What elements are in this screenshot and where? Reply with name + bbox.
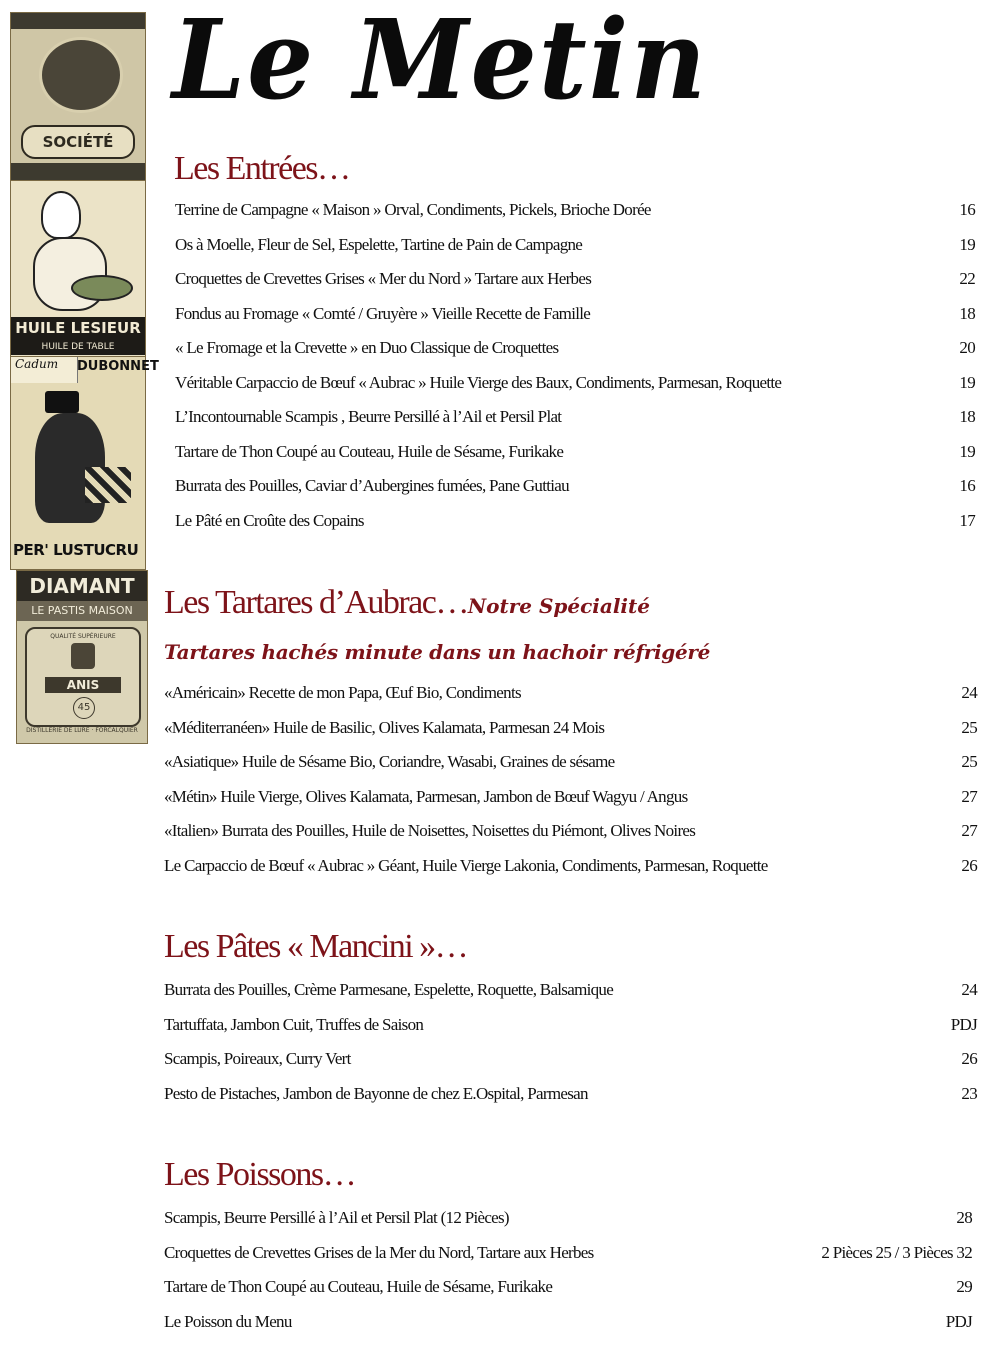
menu-item-row xyxy=(164,787,977,821)
pastis-label: LE PASTIS MAISON xyxy=(17,601,147,621)
societe-poster xyxy=(10,12,146,182)
section-heading-poissons: Les Poissons… xyxy=(164,1156,356,1193)
menu-item-price: 16 xyxy=(959,476,975,495)
menu-item-row xyxy=(164,1084,977,1118)
menu-item-price: 27 xyxy=(961,786,977,806)
tartares-subheading: Tartares hachés minute dans un hachoir réfrigéré xyxy=(164,640,711,664)
menu-item-price: 18 xyxy=(959,303,975,323)
lustucru-label: PER' LUSTUCRU xyxy=(13,541,139,559)
menu-item-name: Tartuffata, Jambon Cuit, Truffes de Saison xyxy=(164,1014,424,1034)
menu-item-price: 18 xyxy=(959,407,975,426)
menu-item-row xyxy=(164,856,977,890)
menu-item-row xyxy=(175,304,975,338)
societe-label: SOCIÉTÉ xyxy=(21,125,135,159)
menu-item-row xyxy=(164,1049,977,1083)
menu-item-name: Scampis, Beurre Persillé à l’Ail et Persil Plat (12 Pièces) xyxy=(164,1208,509,1227)
menu-item-price: 27 xyxy=(961,821,977,840)
lesieur-sublabel: HUILE DE TABLE xyxy=(11,339,145,355)
menu-item-row xyxy=(164,752,977,786)
menu-item-price: 26 xyxy=(961,1049,977,1068)
menu-item-price: 19 xyxy=(959,441,975,461)
menu-item-price: PDJ xyxy=(945,1311,972,1331)
menu-item-price: PDJ xyxy=(950,1014,977,1034)
menu-item-row xyxy=(175,442,975,476)
menu-item-row xyxy=(164,1277,972,1311)
menu-item-row xyxy=(175,511,975,545)
menu-item-name: Terrine de Campagne « Maison » Orval, Condiments, Pickels, Brioche Dorée xyxy=(175,200,651,219)
menu-item-row xyxy=(175,200,975,234)
anis-label: ANIS xyxy=(45,677,121,693)
menu-item-name: «Italien» Burrata des Pouilles, Huile de Noisettes, Noisettes du Piémont, Olives Noires xyxy=(164,821,696,840)
menu-item-price: 17 xyxy=(959,510,975,530)
menu-item-row xyxy=(175,407,975,441)
crest-icon xyxy=(71,643,95,669)
diamant-poster xyxy=(16,570,148,744)
menu-item-row xyxy=(164,718,977,752)
menu-item-name: Tartare de Thon Coupé au Couteau, Huile de Sésame, Furikake xyxy=(164,1277,553,1296)
diamant-label: DIAMANT xyxy=(17,571,147,601)
menu-item-name: « Le Fromage et la Crevette » en Duo Classique de Croquettes xyxy=(175,338,559,357)
lesieur-label: HUILE LESIEUR xyxy=(11,317,145,339)
menu-item-price: 19 xyxy=(959,234,975,254)
menu-item-price: 26 xyxy=(961,855,977,875)
menu-item-row xyxy=(175,373,975,407)
menu-item-name: Croquettes de Crevettes Grises de la Mer du Nord, Tartare aux Herbes xyxy=(164,1242,594,1262)
menu-item-price: 16 xyxy=(959,200,975,219)
section-heading-pates: Les Pâtes « Mancini »… xyxy=(164,928,468,965)
menu-item-price: 23 xyxy=(961,1083,977,1103)
menu-item-row xyxy=(164,683,977,717)
anis-label-frame xyxy=(25,627,141,727)
menu-item-name: Scampis, Poireaux, Curry Vert xyxy=(164,1049,351,1068)
menu-item-name: «Métin» Huile Vierge, Olives Kalamata, Parmesan, Jambon de Bœuf Wagyu / Angus xyxy=(164,786,688,806)
menu-item-name: Le Poisson du Menu xyxy=(164,1311,292,1331)
menu-item-price: 20 xyxy=(959,338,975,357)
menu-item-row xyxy=(175,338,975,372)
menu-item-name: «Américain» Recette de mon Papa, Œuf Bio, Condiments xyxy=(164,683,521,702)
menu-item-name: «Asiatique» Huile de Sésame Bio, Coriandre, Wasabi, Graines de sésame xyxy=(164,752,615,771)
menu-item-row xyxy=(164,1243,972,1277)
menu-item-price: 19 xyxy=(959,372,975,392)
menu-item-name: L’Incontournable Scampis , Beurre Persillé à l’Ail et Persil Plat xyxy=(175,407,562,426)
menu-item-price: 29 xyxy=(956,1277,972,1296)
menu-item-price: 2 Pièces 25 / 3 Pièces 32 xyxy=(821,1242,972,1262)
menu-item-name: Croquettes de Crevettes Grises « Mer du Nord » Tartare aux Herbes xyxy=(175,269,592,288)
menu-item-row xyxy=(164,1312,972,1346)
cadum-label: Cadum xyxy=(11,357,78,383)
menu-item-row xyxy=(164,1208,972,1242)
menu-item-name: Os à Moelle, Fleur de Sel, Espelette, Tartine de Pain de Campagne xyxy=(175,234,583,254)
menu-item-name: Véritable Carpaccio de Bœuf « Aubrac » Huile Vierge des Baux, Condiments, Parmesan, Roquette xyxy=(175,372,782,392)
chef-figure xyxy=(41,191,81,239)
restaurant-title: Le Metin xyxy=(172,0,708,125)
menu-item-name: Le Carpaccio de Bœuf « Aubrac » Géant, Huile Vierge Lakonia, Condiments, Parmesan, Roquette xyxy=(164,855,768,875)
menu-item-name: Pesto de Pistaches, Jambon de Bayonne de chez E.Ospital, Parmesan xyxy=(164,1083,588,1103)
menu-item-price: 25 xyxy=(961,717,977,737)
menu-item-name: «Méditerranéen» Huile de Basilic, Olives Kalamata, Parmesan 24 Mois xyxy=(164,717,605,737)
checkered-pattern xyxy=(85,467,131,503)
cheese-plate-image xyxy=(39,37,123,113)
menu-item-price: 25 xyxy=(961,752,977,771)
menu-item-name: Burrata des Pouilles, Crème Parmesane, Espelette, Roquette, Balsamique xyxy=(164,980,614,999)
menu-item-row xyxy=(164,1015,977,1049)
salad-bowl-image xyxy=(71,275,133,301)
menu-item-row xyxy=(175,269,975,303)
lesieur-poster xyxy=(10,180,146,358)
menu-item-row xyxy=(164,821,977,855)
menu-item-row xyxy=(164,980,977,1014)
menu-item-name: Le Pâté en Croûte des Copains xyxy=(175,510,364,530)
menu-item-price: 24 xyxy=(961,980,977,999)
lustucru-poster xyxy=(10,356,159,570)
menu-item-name: Burrata des Pouilles, Caviar d’Aubergines fumées, Pane Guttiau xyxy=(175,476,569,495)
menu-item-name: Fondus au Fromage « Comté / Gruyère » Vieille Recette de Famille xyxy=(175,303,591,323)
menu-item-price: 28 xyxy=(956,1208,972,1227)
top-hat-image xyxy=(45,391,79,413)
menu-item-price: 24 xyxy=(961,683,977,702)
distillerie-label: DISTILLERIE DE LURE · FORCALQUIER xyxy=(26,727,138,734)
menu-item-row xyxy=(175,476,975,510)
qualite-label: QUALITÉ SUPÉRIEURE xyxy=(50,633,116,640)
anis-degree-badge: 45 xyxy=(73,697,95,719)
menu-item-price: 22 xyxy=(959,269,975,288)
tartares-title: Les Tartares d’Aubrac… xyxy=(164,584,468,621)
dubonnet-label: DUBONNET xyxy=(77,359,159,374)
section-heading-entrees: Les Entrées… xyxy=(174,150,350,187)
menu-item-name: Tartare de Thon Coupé au Couteau, Huile de Sésame, Furikake xyxy=(175,441,564,461)
menu-item-row xyxy=(175,235,975,269)
section-heading-tartares xyxy=(164,584,650,622)
specialty-label: Notre Spécialité xyxy=(467,594,650,618)
